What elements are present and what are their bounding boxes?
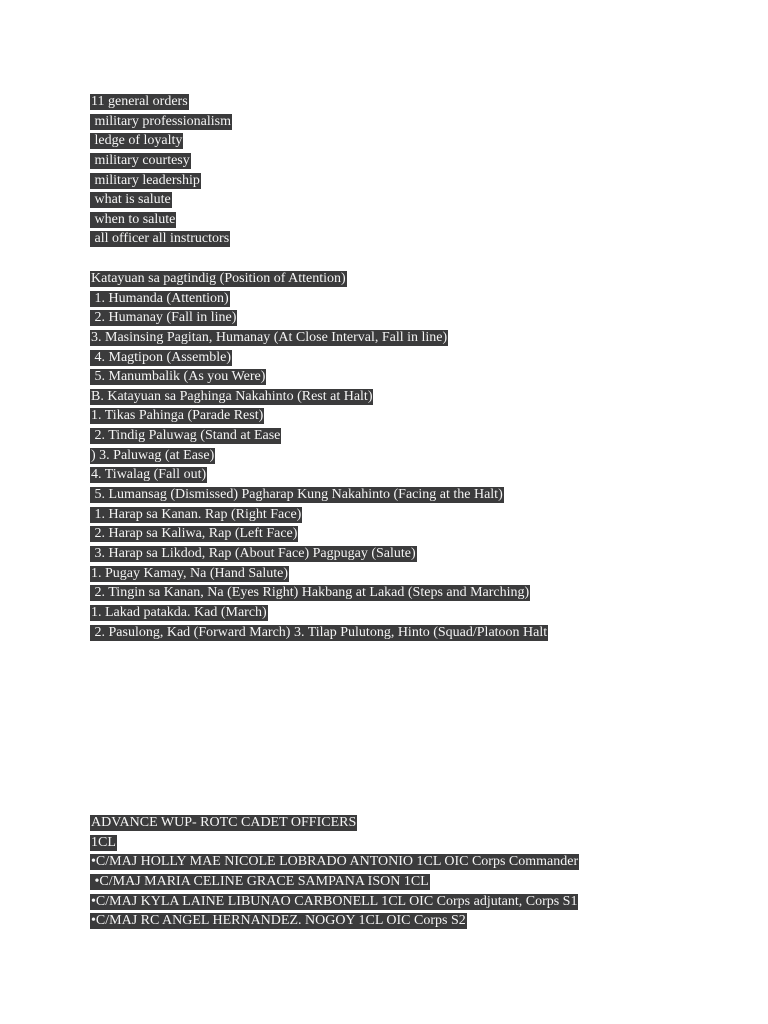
list-item — [90, 446, 548, 466]
highlighted-text: ADVANCE WUP- ROTC CADET OFFICERS — [91, 815, 357, 830]
list-item — [90, 505, 548, 525]
highlighted-text: •C/MAJ KYLA LAINE LIBUNAO CARBONELL 1CL OIC Corps adjutant, Corps S1 — [91, 893, 578, 909]
highlighted-text: 2. Tingin sa Kanan, Na (Eyes Right) Hakbang at Lakad (Steps and Marching) — [91, 585, 530, 601]
list-item — [90, 583, 548, 603]
highlighted-text: 1. Tikas Pahinga (Parade Rest) — [91, 408, 264, 424]
list-item — [90, 367, 548, 387]
list-item — [90, 406, 548, 426]
highlighted-text: B. Katayuan sa Paghinga Nakahinto (Rest at Halt) — [91, 388, 373, 404]
highlighted-text: 4. Magtipon (Assemble) — [91, 349, 231, 365]
list-item — [90, 485, 548, 505]
list-item — [90, 210, 232, 230]
list-item — [90, 328, 548, 348]
highlighted-text: 2. Humanay (Fall in line) — [91, 310, 237, 326]
highlighted-text: 5. Lumansag (Dismissed) Pagharap Kung Nakahinto (Facing at the Halt) — [91, 487, 503, 503]
highlighted-text: 5. Manumbalik (As you Were) — [91, 369, 266, 385]
highlighted-text: what is salute — [91, 192, 171, 208]
cadet-officers-list — [90, 813, 579, 931]
highlighted-text: •C/MAJ MARIA CELINE GRACE SAMPANA ISON 1CL — [91, 873, 429, 889]
list-item — [90, 872, 579, 892]
highlighted-text: 3. Harap sa Likdod, Rap (About Face) Pagpugay (Salute) — [91, 545, 416, 561]
highlighted-text: when to salute — [91, 211, 176, 227]
list-item — [90, 911, 579, 931]
list-item — [90, 426, 548, 446]
highlighted-text: •C/MAJ HOLLY MAE NICOLE LOBRADO ANTONIO 1CL OIC Corps Commander — [91, 854, 579, 870]
list-item — [90, 289, 548, 309]
highlighted-text: ledge of loyalty — [91, 133, 183, 149]
list-item — [90, 131, 232, 151]
list-item — [90, 269, 548, 289]
highlighted-text: 2. Harap sa Kaliwa, Rap (Left Face) — [91, 526, 298, 542]
highlighted-text: ) 3. Paluwag (at Ease) — [91, 447, 215, 463]
list-item — [90, 544, 548, 564]
list-item — [90, 92, 232, 112]
list-item — [90, 465, 548, 485]
list-item — [90, 524, 548, 544]
list-item — [90, 348, 548, 368]
list-item — [90, 229, 232, 249]
highlighted-text: 1CL — [91, 834, 116, 850]
list-item — [90, 308, 548, 328]
list-item — [90, 623, 548, 643]
list-item — [90, 603, 548, 623]
list-item — [90, 852, 579, 872]
highlighted-text: 1. Lakad patakda. Kad (March) — [91, 604, 267, 620]
highlighted-text: 1. Harap sa Kanan. Rap (Right Face) — [91, 506, 302, 522]
list-item — [90, 171, 232, 191]
highlighted-text: 2. Tindig Paluwag (Stand at Ease — [91, 428, 281, 444]
list-item — [90, 387, 548, 407]
highlighted-text: Katayuan sa pagtindig (Position of Attention) — [91, 271, 346, 286]
highlighted-text: all officer all instructors — [91, 231, 230, 247]
highlighted-text: 3. Masinsing Pagitan, Humanay (At Close Interval, Fall in line) — [91, 329, 448, 345]
list-item — [90, 190, 232, 210]
highlighted-text: 1. Pugay Kamay, Na (Hand Salute) — [91, 565, 288, 581]
highlighted-text: military leadership — [91, 172, 200, 188]
highlighted-text: •C/MAJ RC ANGEL HERNANDEZ. NOGOY 1CL OIC Corps S2 — [91, 913, 466, 929]
highlighted-text: 11 general orders — [91, 94, 188, 109]
highlighted-text: military professionalism — [91, 113, 231, 129]
highlighted-text: military courtesy — [91, 152, 190, 168]
drill-commands-list — [90, 269, 548, 642]
list-item — [90, 112, 232, 132]
highlighted-text: 4. Tiwalag (Fall out) — [91, 467, 207, 483]
list-item — [90, 564, 548, 584]
highlighted-text: 1. Humanda (Attention) — [91, 290, 229, 306]
list-item — [90, 892, 579, 912]
highlighted-text: 2. Pasulong, Kad (Forward March) 3. Tilap Pulutong, Hinto (Squad/Platoon Halt — [91, 624, 548, 640]
list-item — [90, 151, 232, 171]
general-orders-list — [90, 92, 232, 249]
section-heading — [90, 813, 579, 833]
list-item — [90, 833, 579, 853]
